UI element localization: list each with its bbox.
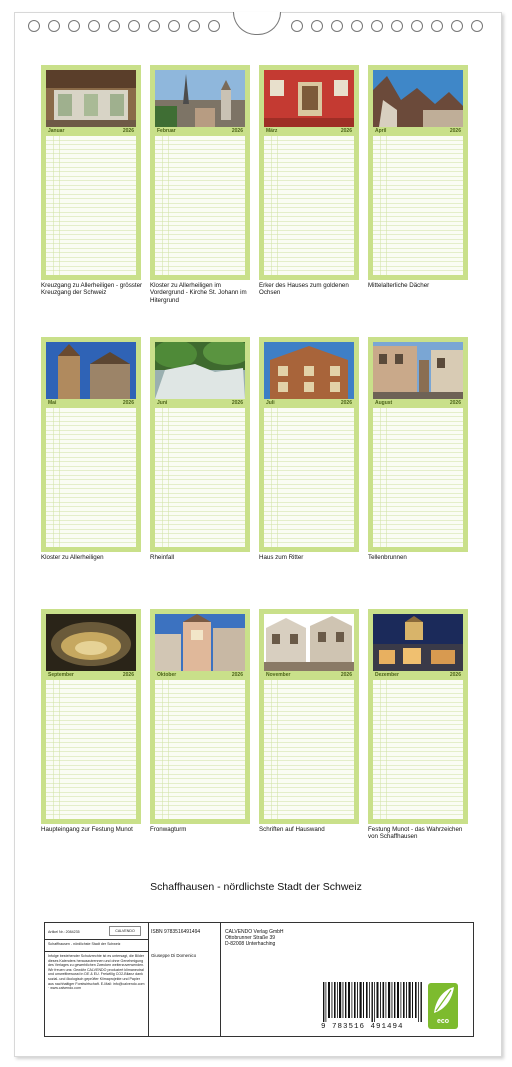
- barcode: [321, 982, 429, 1034]
- month-header: [46, 672, 136, 679]
- binding-hole: [88, 20, 100, 32]
- binding-hole: [411, 20, 423, 32]
- month-photo: [46, 342, 136, 399]
- month-card: [41, 337, 141, 552]
- month-photo: [373, 70, 463, 127]
- day-rows: [373, 680, 463, 819]
- divider: [45, 939, 148, 940]
- barcode-digits: 9 783516 491494: [321, 1023, 404, 1031]
- month-header: [155, 672, 245, 679]
- month-card: [259, 65, 359, 280]
- photo-caption: Kreuzgang zu Allerheiligen - grösster Kreuzgang der Schweiz: [41, 282, 143, 297]
- month-year: 2026: [122, 128, 134, 134]
- publisher-city: D-82008 Unterhaching: [225, 941, 276, 947]
- photo-caption: Rheinfall: [150, 554, 175, 561]
- legal-notice: Infolge bestehender Schutzrechte ist es untersagt, die Bilder dieses Kalenders herauszutrennen und ohne Genehmigung des Verlages zu gewerblichen Zwecken weiterzuverwenden. Wir freuen uns: Gewähr CALVENDO produziert klimaneutral und umweltbewusst in DE & EU. Freiwillig CO2-Bilanz dank sozial- und ökologisch geprüfter Klimaprojekte und Papier aus nachhaltiger Forstwirtschaft. E-Mail: info@calvendo.com · www.calvendo.com: [48, 954, 145, 991]
- binding-hole: [208, 20, 220, 32]
- month-header: [264, 672, 354, 679]
- month-card: [41, 65, 141, 280]
- day-rows: [264, 136, 354, 275]
- month-year: 2026: [231, 400, 243, 406]
- binding-hole: [391, 20, 403, 32]
- binding-hole: [351, 20, 363, 32]
- publisher-logo-text: CALVENDO: [115, 929, 135, 933]
- barcode-bars: [321, 982, 429, 1022]
- month-header: [46, 400, 136, 407]
- month-year: 2026: [340, 400, 352, 406]
- month-name: Oktober: [157, 672, 177, 678]
- month-header: [46, 128, 136, 135]
- month-name: März: [266, 128, 278, 134]
- month-card: [150, 337, 250, 552]
- photo-caption: Tellenbrunnen: [368, 554, 407, 561]
- publisher-street: Ottobrunner Straße 39: [225, 935, 276, 941]
- month-photo: [155, 70, 245, 127]
- photo-caption: Schriften auf Hauswand: [259, 826, 325, 833]
- month-header: [264, 400, 354, 407]
- month-photo: [373, 614, 463, 671]
- binding-hole: [188, 20, 200, 32]
- isbn: ISBN 9783516491494: [151, 929, 201, 935]
- month-card: [259, 609, 359, 824]
- info-column-middle: [148, 923, 221, 1036]
- month-year: 2026: [231, 128, 243, 134]
- month-photo: [264, 342, 354, 399]
- binding-hole: [28, 20, 40, 32]
- day-rows: [264, 680, 354, 819]
- binding-hole: [371, 20, 383, 32]
- calendar-title: Schaffhausen - nördlichste Stadt der Schweiz: [150, 881, 362, 893]
- month-photo: [155, 342, 245, 399]
- photo-caption: Haus zum Ritter: [259, 554, 304, 561]
- leaf-icon: [428, 983, 458, 1017]
- article-number: Artikel Nr.: 2084235: [48, 930, 80, 934]
- month-header: [155, 128, 245, 135]
- month-year: 2026: [231, 672, 243, 678]
- product-title-small: Schaffhausen - nördlichste Stadt der Schweiz: [48, 942, 121, 946]
- binding-hole: [451, 20, 463, 32]
- day-rows: [373, 136, 463, 275]
- month-card: [368, 609, 468, 824]
- photo-caption: Festung Munot - das Wahrzeichen von Schaffhausen: [368, 826, 463, 841]
- month-year: 2026: [340, 672, 352, 678]
- photo-caption: Mittelalterliche Dächer: [368, 282, 430, 289]
- day-rows: [264, 408, 354, 547]
- month-name: Juli: [266, 400, 275, 406]
- month-photo: [264, 614, 354, 671]
- day-rows: [46, 680, 136, 819]
- month-year: 2026: [449, 672, 461, 678]
- month-header: [155, 400, 245, 407]
- month-name: Mai: [48, 400, 57, 406]
- month-card: [150, 609, 250, 824]
- day-rows: [373, 408, 463, 547]
- binding-hole: [311, 20, 323, 32]
- month-name: Dezember: [375, 672, 399, 678]
- day-rows: [46, 136, 136, 275]
- day-rows: [155, 408, 245, 547]
- photo-caption: Kloster zu Allerheiligen im Vordergrund - Kirche St. Johann im Hitergrund: [150, 282, 247, 304]
- month-name: Juni: [157, 400, 168, 406]
- month-name: Februar: [157, 128, 176, 134]
- photo-caption: Haupteingang zur Festung Munot: [41, 826, 133, 833]
- publisher-logo: [109, 926, 141, 936]
- month-year: 2026: [122, 400, 134, 406]
- info-column-left: [45, 923, 149, 1036]
- month-year: 2026: [449, 128, 461, 134]
- binding-hole: [68, 20, 80, 32]
- photo-caption: Kloster zu Allerheiligen: [41, 554, 104, 561]
- photo-caption: Fronwagturm: [150, 826, 187, 833]
- month-card: [368, 337, 468, 552]
- month-header: [373, 672, 463, 679]
- publisher-name: CALVENDO Verlag GmbH: [225, 929, 284, 935]
- month-photo: [46, 614, 136, 671]
- divider: [45, 951, 148, 952]
- binding-hole: [471, 20, 483, 32]
- binding-hole: [331, 20, 343, 32]
- day-rows: [46, 408, 136, 547]
- month-header: [373, 128, 463, 135]
- month-card: [259, 337, 359, 552]
- month-photo: [264, 70, 354, 127]
- photo-caption: Erker des Hauses zum goldenen Ochsen: [259, 282, 349, 297]
- binding-hole: [431, 20, 443, 32]
- month-header: [373, 400, 463, 407]
- month-card: [41, 609, 141, 824]
- month-name: September: [48, 672, 74, 678]
- day-rows: [155, 680, 245, 819]
- month-card: [368, 65, 468, 280]
- month-year: 2026: [449, 400, 461, 406]
- binding-hole: [128, 20, 140, 32]
- month-name: April: [375, 128, 387, 134]
- binding-hole: [168, 20, 180, 32]
- month-photo: [46, 70, 136, 127]
- eco-label: eco: [436, 1018, 450, 1025]
- binding-hole: [291, 20, 303, 32]
- binding-hole: [48, 20, 60, 32]
- month-name: August: [375, 400, 393, 406]
- day-rows: [155, 136, 245, 275]
- month-year: 2026: [122, 672, 134, 678]
- month-year: 2026: [340, 128, 352, 134]
- month-name: Januar: [48, 128, 65, 134]
- author: Giuseppe Di Domenico: [151, 953, 197, 958]
- month-header: [264, 128, 354, 135]
- month-card: [150, 65, 250, 280]
- eco-badge: [428, 983, 458, 1029]
- month-photo: [373, 342, 463, 399]
- binding-hole: [148, 20, 160, 32]
- month-photo: [155, 614, 245, 671]
- binding-hole: [108, 20, 120, 32]
- month-name: November: [266, 672, 291, 678]
